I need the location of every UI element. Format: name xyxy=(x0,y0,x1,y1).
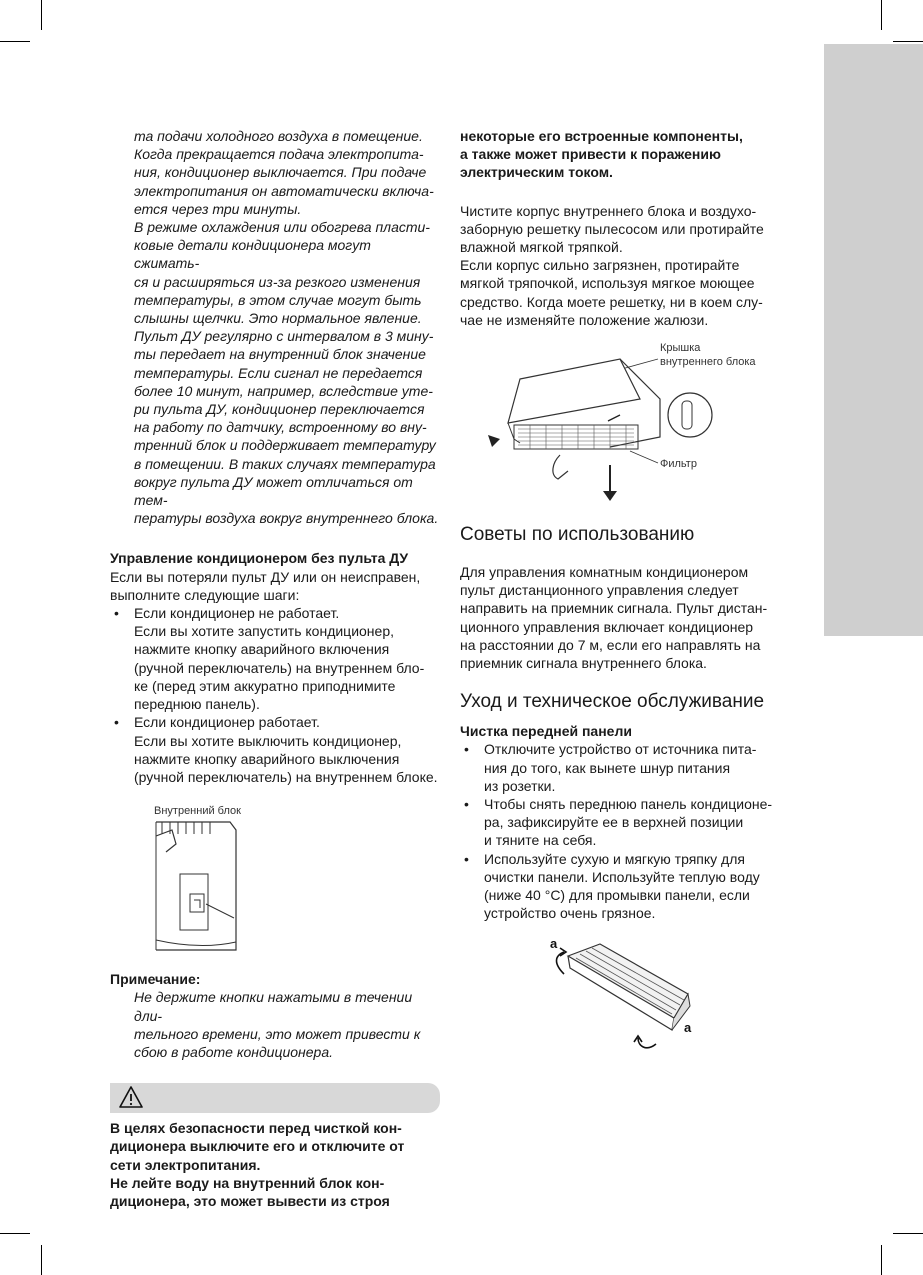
no-remote-intro: выполните следующие шаги: xyxy=(110,586,300,603)
indoor-unit-button-figure xyxy=(110,800,440,960)
front-panel-figure xyxy=(460,934,790,1064)
panel-label-a: a xyxy=(684,1020,692,1036)
operation-notes: та подачи холодного воздуха в помещение. Когда прекращается подача электропита- ния, кондиционер выключается. При подаче электропитания он автоматически включа- ется через три минуты. В режиме охлаждения или обогрева пласти- ковые детали кондиционера могут сжимать- ся и расширяться из-за резкого изменения температуры, в этом случае могут быть слышны щелчки. Это нормальное явление. Пульт ДУ регулярно с интервалом в 3 мину- ты передает на внутренний блок значение температуры. Если сигнал не передается более 10 минут, например, вследствие уте- ри пульта ДУ, кондиционер переключается на работу по датчику, встроенному во вну- тренний блок и поддерживает температуру в помещении. В таких случаях температура вокруг пульта ДУ может отличаться от тем- пературы воздуха вокруг внутреннего блока. xyxy=(134,128,439,527)
care-steps xyxy=(460,740,790,922)
list-item: • Если кондиционер не работает. Если вы хотите запустить кондиционер, нажмите кнопку аварийного включения (ручной переключатель) на внутреннем бло- ке (перед этим аккуратно приподнимите переднюю панель). xyxy=(110,604,440,713)
warning-bar xyxy=(110,1083,440,1113)
section-tab xyxy=(824,44,923,636)
no-remote-intro: Если вы потеряли пульт ДУ или он неисправен, xyxy=(110,568,421,585)
crop-mark xyxy=(41,0,42,30)
note-heading: Примечание: xyxy=(110,971,201,988)
crop-mark xyxy=(881,1245,882,1275)
left-column xyxy=(110,127,440,1210)
care-subheading: Чистка передней панели xyxy=(460,723,632,740)
list-item: • Используйте сухую и мягкую тряпку для очистки панели. Используйте теплую воду (ниже 40 °C) для промывки панели, если устройство очень грязное. xyxy=(460,850,790,923)
figure-label: Крышка xyxy=(660,342,701,355)
no-remote-steps xyxy=(110,604,440,786)
crop-mark xyxy=(0,41,30,42)
figure-label: внутреннего блока xyxy=(660,356,756,369)
list-item: • Отключите устройство от источника пита- ния до того, как вынете шнур питания из розетки. xyxy=(460,740,790,795)
care-heading: Уход и техническое обслуживание xyxy=(460,691,765,713)
tips-text: Для управления комнатным кондиционером пульт дистанционного управления следует направить на приемник сигнала. Пульт дистан- ционного управления включает кондиционер на расстоянии до 7 м, если его направлять на приемник сигнала внутреннего блока. xyxy=(460,564,768,672)
warning-text: В целях безопасности перед чисткой кон- диционера выключите его и отключите от сети электропитания. Не лейте воду на внутренний блок кон- диционера, это может вывести из строя xyxy=(110,1120,405,1209)
filter-removal-figure xyxy=(460,339,790,509)
crop-mark xyxy=(881,0,882,30)
list-item: • Чтобы снять переднюю панель кондиционе- ра, зафиксируйте ее в верхней позиции и тяните на себя. xyxy=(460,795,790,850)
list-item: • Если кондиционер работает. Если вы хотите выключить кондиционер, нажмите кнопку аварийного выключения (ручной переключатель) на внутреннем блоке. xyxy=(110,713,440,786)
panel-label-a: a xyxy=(550,936,558,952)
figure-label: Внутренний блок xyxy=(154,805,241,818)
figure-label: Фильтр xyxy=(660,458,697,471)
note-text: Не держите кнопки нажатыми в течении дли- тельного времени, это может привести к сбою в работе кондиционера. xyxy=(134,989,421,1060)
crop-mark xyxy=(41,1245,42,1275)
warning-icon xyxy=(118,1085,144,1109)
crop-mark xyxy=(893,1233,923,1234)
right-column xyxy=(460,127,790,1064)
cleaning-instructions: Чистите корпус внутреннего блока и воздухо- заборную решетку пылесосом или протирайте влажной мягкой тряпкой. Если корпус сильно загрязнен, протирайте мягкой тряпочкой, используя мягкое моющее средство. Когда моете решетку, ни в коем слу- чае не изменяйте положение жалюзи. xyxy=(460,202,764,328)
no-remote-heading: Управление кондиционером без пульта ДУ xyxy=(110,550,409,567)
crop-mark xyxy=(893,41,923,42)
crop-mark xyxy=(0,1233,30,1234)
tips-heading: Советы по использованию xyxy=(460,524,695,546)
warning-text-continued: некоторые его встроенные компоненты, а также может привести к поражению электрическим током. xyxy=(460,128,743,181)
